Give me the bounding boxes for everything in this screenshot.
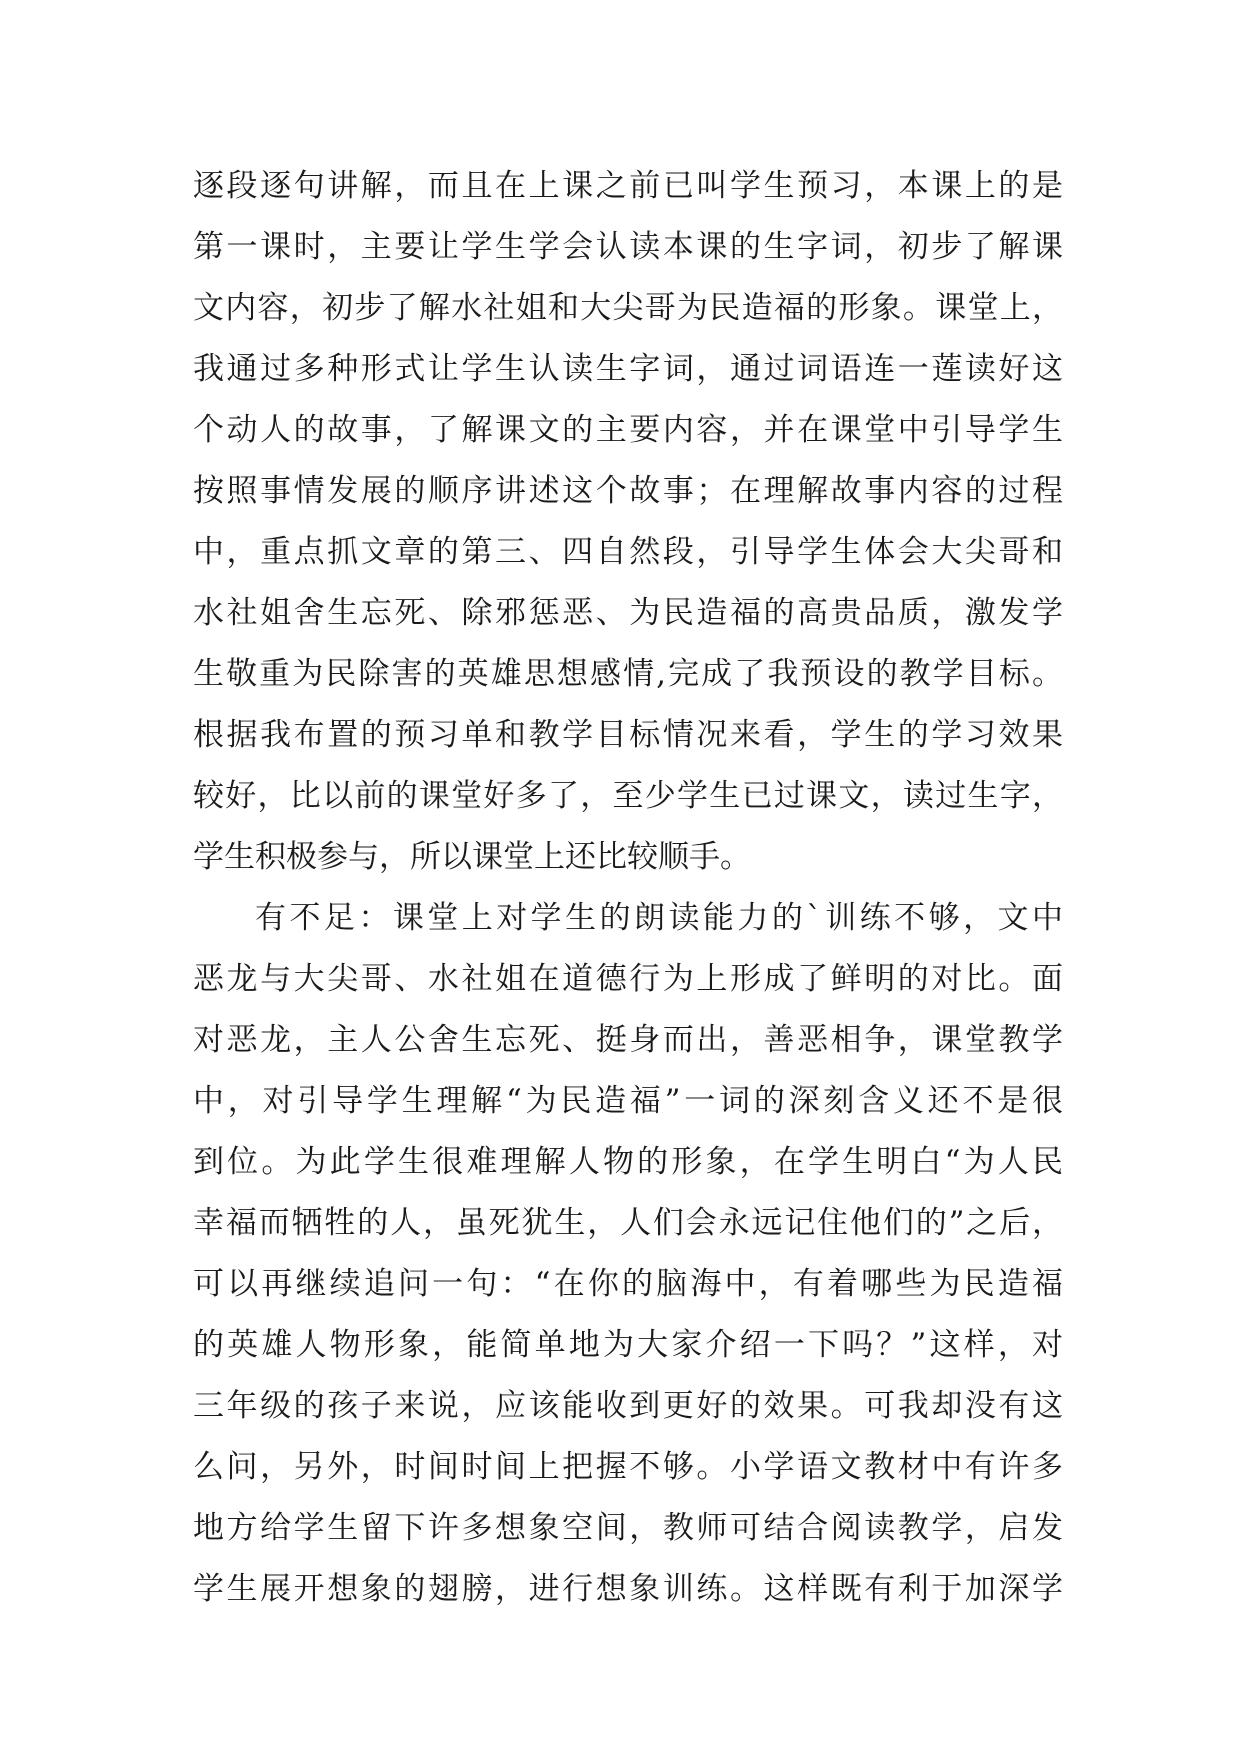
text-line: 水社姐舍生忘死、除邪惩恶、为民造福的高贵品质，激发学 xyxy=(193,595,1063,631)
text-line: 生敬重为民除害的英雄思想感情,完成了我预设的教学目标。 xyxy=(193,656,1063,692)
text-line: 到位。为此学生很难理解人物的形象，在学生明白“为人民 xyxy=(193,1144,1063,1180)
text-line: 幸福而牺牲的人，虽死犹生，人们会永远记住他们的”之后， xyxy=(193,1205,1063,1241)
text-line: 根据我布置的预习单和教学目标情况来看，学生的学习效果 xyxy=(193,717,1063,753)
text-line: 中，重点抓文章的第三、四自然段，引导学生体会大尖哥和 xyxy=(193,534,1063,570)
body-text xyxy=(193,156,1063,1620)
text-line: 逐段逐句讲解，而且在上课之前已叫学生预习，本课上的是 xyxy=(193,168,1063,204)
text-line: 地方给学生留下许多想象空间，教师可结合阅读教学，启发 xyxy=(193,1510,1063,1546)
text-line: 学生展开想象的翅膀，进行想象训练。这样既有利于加深学 xyxy=(193,1571,1063,1607)
text-line: 三年级的孩子来说，应该能收到更好的效果。可我却没有这 xyxy=(193,1388,1063,1424)
text-line: 么问，另外，时间时间上把握不够。小学语文教材中有许多 xyxy=(193,1449,1063,1485)
text-line: 对恶龙，主人公舍生忘死、挺身而出，善恶相争，课堂教学 xyxy=(193,1022,1063,1058)
text-line: 中，对引导学生理解“为民造福”一词的深刻含义还不是很 xyxy=(193,1083,1063,1119)
text-line: 个动人的故事，了解课文的主要内容，并在课堂中引导学生 xyxy=(193,412,1063,448)
text-line: 按照事情发展的顺序讲述这个故事；在理解故事内容的过程 xyxy=(193,473,1063,509)
paragraph-first-line: 有不足：课堂上对学生的朗读能力的`训练不够，文中 xyxy=(255,900,1063,936)
text-line: 可以再继续追问一句：“在你的脑海中，有着哪些为民造福 xyxy=(193,1266,1063,1302)
text-line: 较好，比以前的课堂好多了，至少学生已过课文，读过生字， xyxy=(193,778,1063,814)
text-line: 文内容，初步了解水社姐和大尖哥为民造福的形象。课堂上， xyxy=(193,290,1063,326)
paragraph-end-line: 学生积极参与，所以课堂上还比较顺手。 xyxy=(193,839,751,875)
text-line: 第一课时，主要让学生学会认读本课的生字词，初步了解课 xyxy=(193,229,1063,265)
text-line: 我通过多种形式让学生认读生字词，通过词语连一莲读好这 xyxy=(193,351,1063,387)
text-line: 的英雄人物形象，能简单地为大家介绍一下吗？”这样，对 xyxy=(193,1327,1063,1363)
text-line: 恶龙与大尖哥、水社姐在道德行为上形成了鲜明的对比。面 xyxy=(193,961,1063,997)
